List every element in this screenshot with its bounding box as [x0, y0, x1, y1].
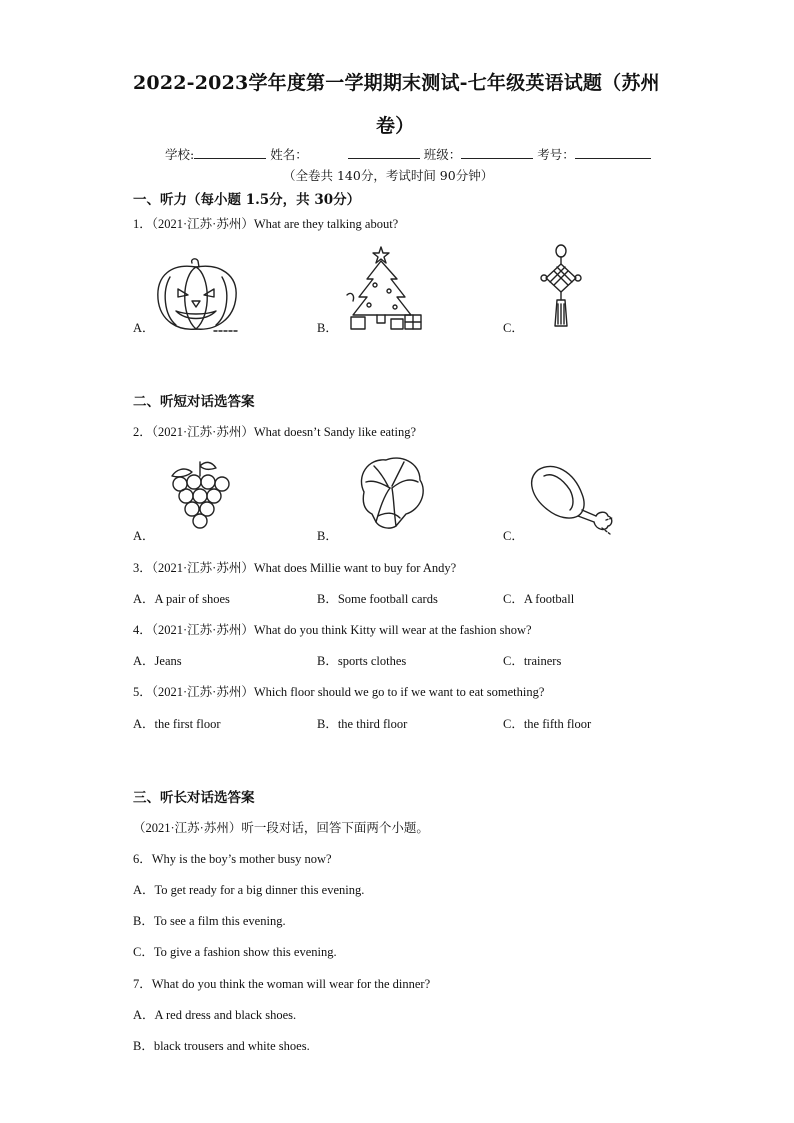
q1-option-b-label: B． — [317, 321, 338, 335]
christmas-tree-icon — [345, 245, 425, 333]
number-label: 考号： — [537, 147, 575, 162]
q5-option-a: A．the first floor — [133, 717, 221, 731]
q7-option-a: A．A red dress and black shoes. — [133, 1008, 297, 1022]
chinese-knot-icon — [536, 242, 586, 332]
section-1-heading: 一、听力（每小题 1.5分，共 30分） — [133, 192, 361, 208]
q4-option-a: A．Jeans — [133, 654, 182, 668]
q7-option-b: B．black trousers and white shoes. — [133, 1039, 310, 1053]
number-blank[interactable] — [575, 146, 651, 159]
question-6-stem: 6．Why is the boy’s mother busy now? — [133, 852, 332, 866]
q4-option-c: C．trainers — [503, 654, 562, 668]
question-7-stem: 7．What do you think the woman will wear for the dinner? — [133, 977, 431, 991]
student-info-row — [165, 145, 651, 163]
q2-option-b-label: B． — [317, 529, 338, 543]
exam-title-line1: 2022-2023学年度第一学期期末测试-七年级英语试题（苏州 — [133, 72, 660, 94]
grapes-icon — [162, 458, 242, 538]
exam-title-line2: 卷） — [376, 115, 415, 137]
name-label: 姓名： — [270, 147, 308, 162]
q2-option-c-label: C． — [503, 529, 524, 543]
q5-option-b: B．the third floor — [317, 717, 408, 731]
school-blank[interactable] — [194, 146, 266, 159]
cabbage-icon — [350, 452, 430, 532]
long-dialogue-intro: （2021·江苏·苏州）听一段对话，回答下面两个小题。 — [133, 821, 429, 835]
question-5-stem: 5．（2021·江苏·苏州）Which floor should we go to if we want to eat something? — [133, 685, 545, 699]
q3-option-c: C．A football — [503, 592, 575, 606]
school-label: 学校: — [165, 147, 195, 162]
section-2-heading: 二、听短对话选答案 — [133, 394, 255, 410]
section-3-heading: 三、听长对话选答案 — [133, 790, 255, 806]
question-3-stem: 3．（2021·江苏·苏州）What does Millie want to buy for Andy? — [133, 561, 457, 575]
class-label: 班级： — [423, 147, 462, 162]
q3-option-b: B．Some football cards — [317, 592, 438, 606]
question-4-stem: 4．（2021·江苏·苏州）What do you think Kitty will wear at the fashion show? — [133, 623, 532, 637]
pumpkin-lantern-icon — [152, 255, 242, 335]
question-2-stem: 2．（2021·江苏·苏州）What doesn’t Sandy like eating? — [133, 425, 417, 439]
q1-option-a-label: A． — [133, 321, 155, 335]
q6-option-a: A．To get ready for a big dinner this evening. — [133, 883, 365, 897]
question-1-stem: 1．（2021·江苏·苏州）What are they talking about? — [133, 217, 399, 231]
name-blank[interactable] — [348, 146, 420, 159]
exam-note: （全卷共 140分，考试时间 90分钟） — [283, 168, 494, 183]
q6-option-b: B．To see a film this evening. — [133, 914, 286, 928]
q2-option-a-label: A． — [133, 529, 155, 543]
q6-option-c: C．To give a fashion show this evening. — [133, 945, 337, 959]
chicken-leg-icon — [526, 460, 616, 538]
q5-option-c: C．the fifth floor — [503, 717, 592, 731]
q3-option-a: A．A pair of shoes — [133, 592, 230, 606]
class-blank[interactable] — [461, 146, 533, 159]
q1-option-c-label: C． — [503, 321, 524, 335]
q4-option-b: B．sports clothes — [317, 654, 407, 668]
